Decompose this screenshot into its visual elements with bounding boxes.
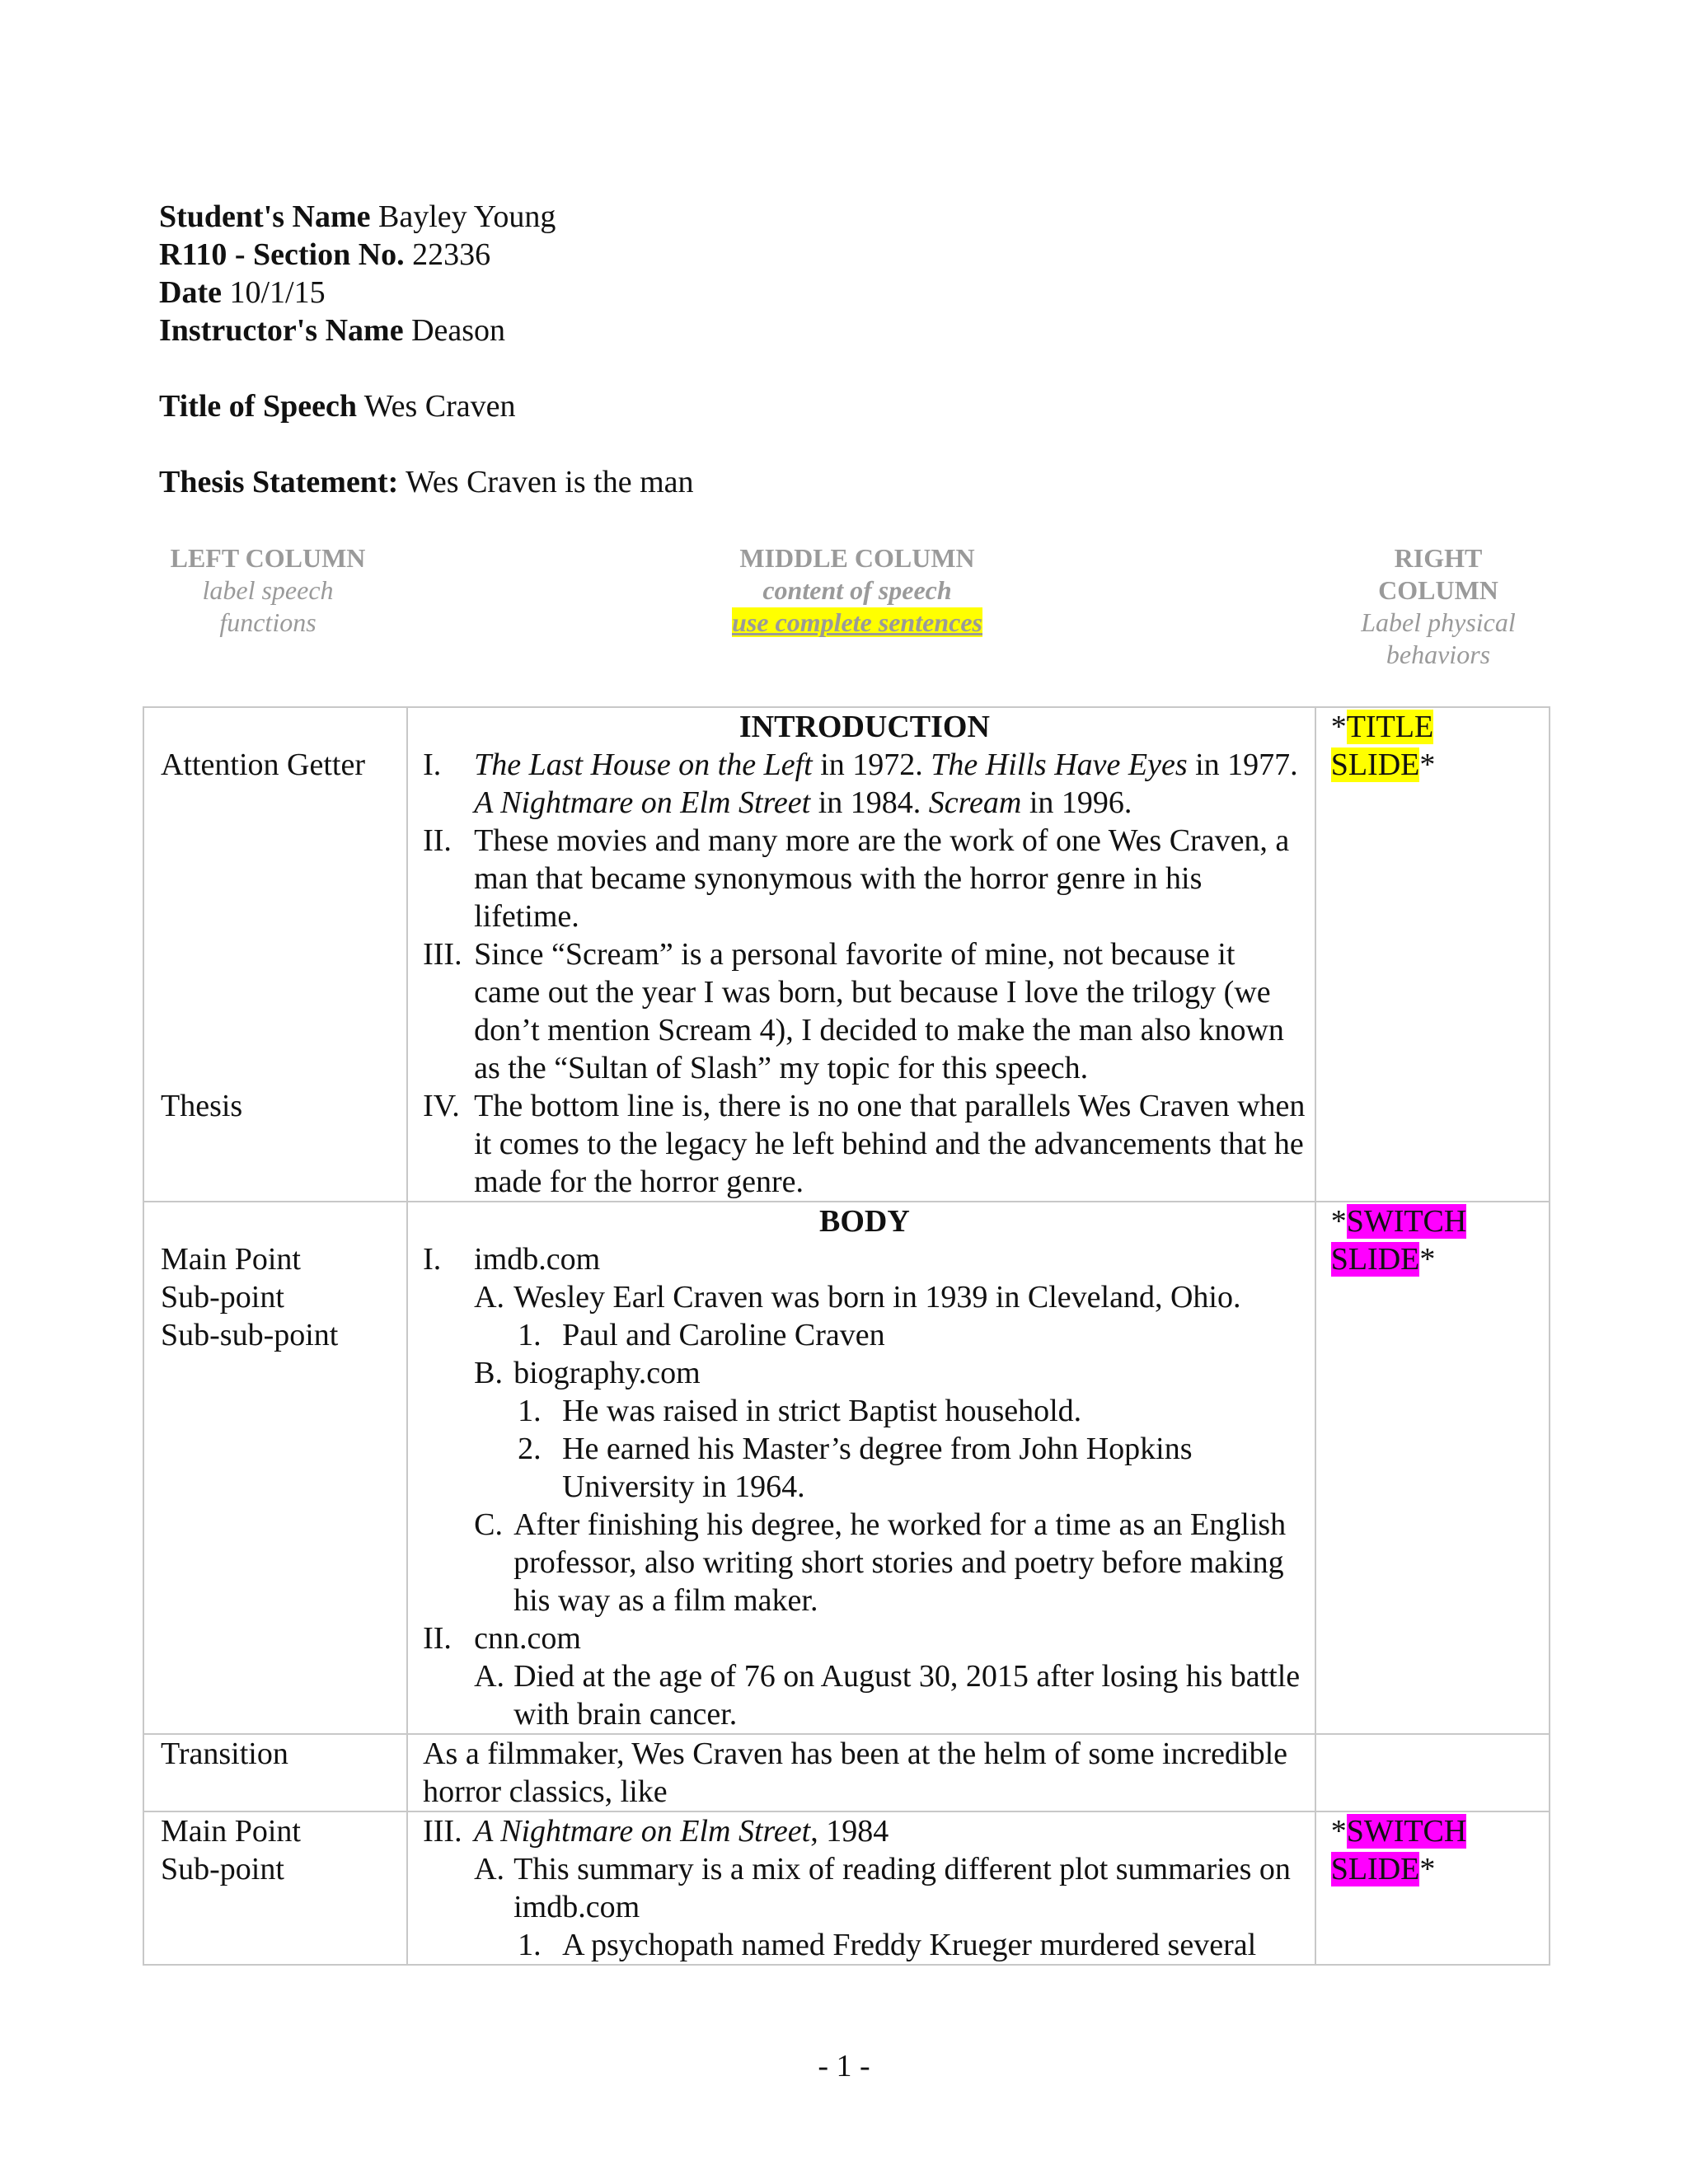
speech-title-line: Title of Speech Wes Craven xyxy=(159,389,516,424)
label-transition: Transition xyxy=(161,1736,288,1771)
body-labels xyxy=(143,1202,407,1734)
right-column-heading: RIGHT COLUMN Label physical behaviors xyxy=(1361,543,1516,669)
intro-behaviors: *TITLE SLIDE* xyxy=(1315,707,1550,1202)
list-item: I. imdb.com xyxy=(423,1242,601,1277)
date-line: Date 10/1/15 xyxy=(159,275,326,310)
body-content xyxy=(407,1202,1315,1734)
list-item: A. Wesley Earl Craven was born in 1939 in Cleveland, Ohio. xyxy=(474,1280,1241,1315)
list-item: III. A Nightmare on Elm Street, 1984 xyxy=(423,1814,889,1849)
student-name: Bayley Young xyxy=(378,199,556,234)
header-block xyxy=(159,198,694,501)
body-behaviors: *SWITCH SLIDE* xyxy=(1315,1202,1550,1734)
switch-slide-cue: *SWITCH xyxy=(1330,1814,1467,1849)
list-item: A. This summary is a mix of reading different plot summaries on imdb.com xyxy=(474,1852,1291,1924)
list-item: 1. Paul and Caroline Craven xyxy=(518,1318,885,1352)
body-row xyxy=(143,1202,1550,1734)
transition-row xyxy=(143,1734,1550,1811)
list-item: 1. He was raised in strict Baptist household. xyxy=(518,1394,1082,1428)
label-attention-getter: Attention Getter xyxy=(161,748,365,782)
list-item: 2. He earned his Master’s degree from John Hopkins University in 1964. xyxy=(518,1432,1193,1504)
intro-content xyxy=(407,707,1315,1202)
section-number: 22336 xyxy=(412,237,491,272)
middle-column-heading: MIDDLE COLUMN content of speech use complete sentences xyxy=(732,543,982,637)
body-heading: BODY xyxy=(819,1204,910,1239)
page-number: - 1 - xyxy=(818,2049,870,2083)
complete-sentences-note: use complete sentences xyxy=(732,607,982,637)
main3-behaviors: *SWITCH SLIDE* xyxy=(1315,1811,1550,1965)
label-main-point: Main Point xyxy=(161,1242,301,1277)
thesis-line: Thesis Statement: Wes Craven is the man xyxy=(159,465,694,499)
main3-content xyxy=(407,1811,1315,1965)
main-point-3-row xyxy=(143,1811,1550,1965)
list-item: I. The Last House on the Left in 1972. The Hills Have Eyes in 1977. A Nightmare on Elm Street in 1984. Scream in 1996. xyxy=(423,748,1298,820)
list-item: 1. A psychopath named Freddy Krueger murdered several xyxy=(518,1928,1257,1962)
student-name-line: Student's Name Bayley Young xyxy=(159,199,556,234)
speech-title: Wes Craven xyxy=(363,389,516,424)
intro-row xyxy=(143,707,1550,1202)
label-sub-point: Sub-point xyxy=(161,1852,284,1886)
list-item: II. These movies and many more are the work of one Wes Craven, a man that became synonymous with the horror genre in his lifetime. xyxy=(423,823,1290,934)
list-item: IV. The bottom line is, there is no one that parallels Wes Craven when it comes to the legacy he left behind and the advancements that he made for the horror genre. xyxy=(423,1089,1306,1199)
list-item: II. cnn.com xyxy=(423,1621,581,1656)
speech-outline-table xyxy=(143,706,1550,1966)
list-item: III. Since “Scream” is a personal favorite of mine, not because it came out the year I was born, but because I love the trilogy (we don’t mention Scream 4), I decided to make the man also known as the “Sultan of Slash” my topic for this speech. xyxy=(423,937,1284,1085)
instructor-line: Instructor's Name Deason xyxy=(159,313,506,348)
list-item: A. Died at the age of 76 on August 30, 2015 after losing his battle with brain cancer. xyxy=(474,1659,1301,1732)
list-item: C. After finishing his degree, he worked for a time as an English professor, also writing short stories and poetry before making his way as a film maker. xyxy=(474,1507,1287,1618)
date-value: 10/1/15 xyxy=(229,275,326,310)
intro-heading: INTRODUCTION xyxy=(738,710,990,744)
label-sub-sub-point: Sub-sub-point xyxy=(161,1318,339,1352)
label-main-point: Main Point xyxy=(161,1814,301,1849)
title-slide-cue: *TITLE xyxy=(1330,710,1434,744)
instructor-name: Deason xyxy=(411,313,506,348)
left-column-heading: LEFT COLUMN label speech functions xyxy=(170,543,366,637)
label-thesis: Thesis xyxy=(161,1089,243,1123)
transition-text: As a filmmaker, Wes Craven has been at the helm of some incredible horror classics, like xyxy=(423,1736,1287,1809)
main3-labels xyxy=(143,1811,407,1965)
list-item: B. biography.com xyxy=(474,1356,701,1390)
thesis-statement: Wes Craven is the man xyxy=(406,465,694,499)
intro-labels xyxy=(143,707,407,1202)
label-sub-point: Sub-point xyxy=(161,1280,284,1315)
section-line: R110 - Section No. 22336 xyxy=(159,237,491,272)
switch-slide-cue: *SWITCH xyxy=(1330,1204,1467,1239)
